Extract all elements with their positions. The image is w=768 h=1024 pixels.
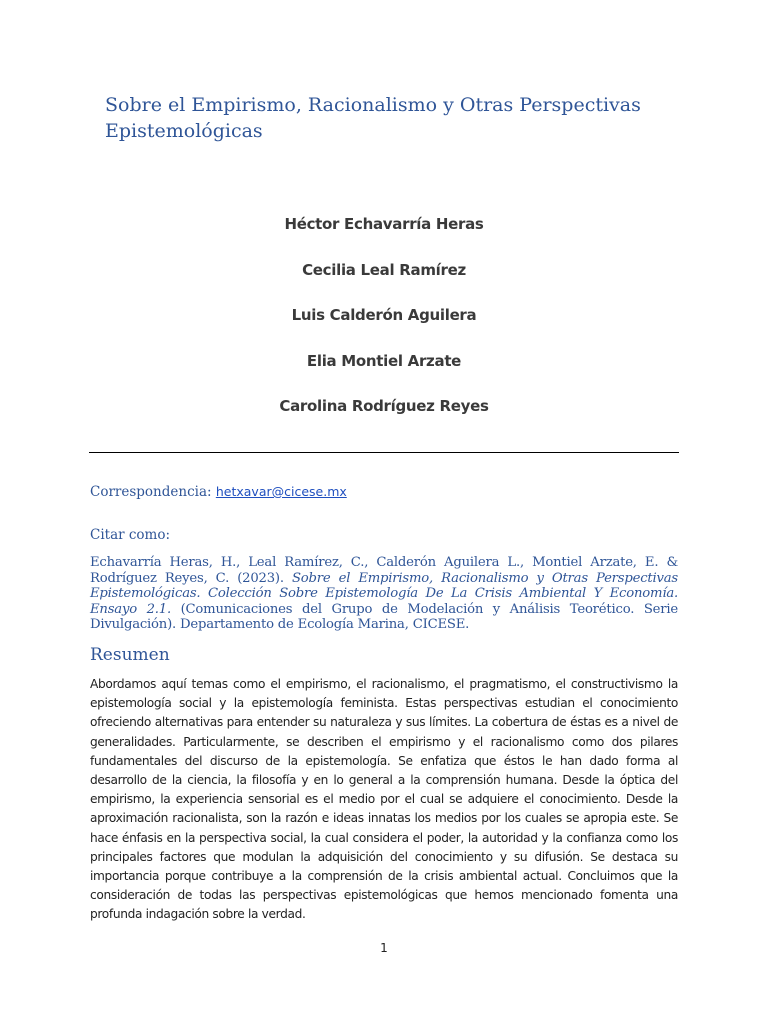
citation-title: Sobre el Empirismo, Racionalismo y Otras Perspectivas Epistemológicas. Colección Sobre Epistemología De La Crisis Ambiental Y Economía. Ensayo 2.1. <box>90 570 678 617</box>
horizontal-divider <box>89 452 679 453</box>
author-name: Elia Montiel Arzate <box>306 351 462 370</box>
citation-text <box>90 555 678 633</box>
correspondence-line <box>90 484 347 500</box>
correspondence-label: Correspondencia: <box>90 484 212 500</box>
citation-authors: Echavarría Heras, H., Leal Ramírez, C., Calderón Aguilera L., Montiel Arzate, E. & Rodríguez Reyes, C. (2023). <box>90 555 678 586</box>
author-name: Cecilia Leal Ramírez <box>302 260 466 279</box>
author-list <box>0 213 768 441</box>
author-name: Luis Calderón Aguilera <box>291 306 477 325</box>
author-name: Carolina Rodríguez Reyes <box>279 397 489 416</box>
document-title: Sobre el Empirismo, Racionalismo y Otras Perspectivas Epistemológicas <box>105 94 641 142</box>
abstract-text: Abordamos aquí temas como el empirismo, el racionalismo, el pragmatismo, el constructivismo la epistemología social y la epistemología feminista. Estas perspectivas estudian el conocimiento ofreciendo alternativas para entender su naturaleza y sus límites. La cobertura de éstas es a nivel de generalidades. Particularmente, se describen el empirismo y el racionalismo como dos pilares fundamentales del discurso de la epistemología. Se enfatiza que éstos le han dado forma al desarrollo de la ciencia, la filosofía y en lo general a la comprensión humana. Desde la óptica del empirismo, la experiencia sensorial es el medio por el cual se adquiere el conocimiento. Desde la aproximación racionalista, son la razón e ideas innatas los medios por los cuales se apropia este. Se hace énfasis en la perspectiva social, la cual considera el poder, la autoridad y la confianza como los principales factores que modulan la adquisición del conocimiento y su difusión. Se destaca su importancia porque contribuye a la comprensión de la crisis ambiental actual. Concluimos que la consideración de todas las perspectivas epistemológicas que hemos mencionado fomenta una profunda indagación sobre la verdad. <box>90 677 678 922</box>
abstract-heading: Resumen <box>90 645 170 665</box>
correspondence-email-link[interactable]: hetxavar@cicese.mx <box>215 484 347 499</box>
author-name: Héctor Echavarría Heras <box>284 215 484 233</box>
cite-label: Citar como: <box>90 527 171 543</box>
citation-publisher: (Comunicaciones del Grupo de Modelación y Análisis Teorético. Serie Divulgación). Departamento de Ecología Marina, CICESE. <box>90 601 678 632</box>
page-number: 1 <box>380 941 388 955</box>
